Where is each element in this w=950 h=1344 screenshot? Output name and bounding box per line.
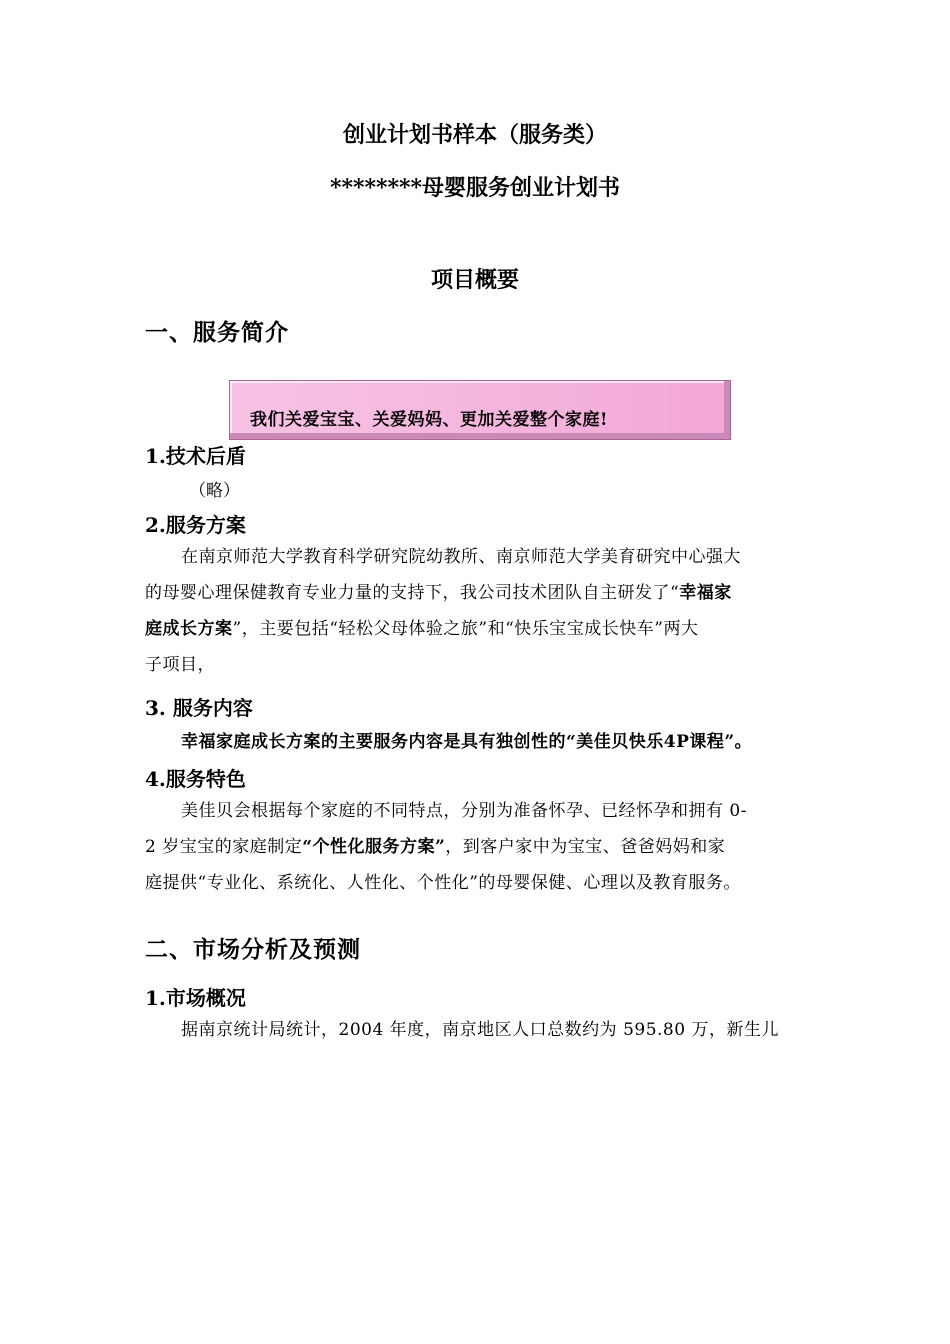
- text-run: 2 岁宝宝的家庭制定: [145, 837, 303, 857]
- document-title: 创业计划书样本（服务类）: [342, 122, 607, 148]
- subheading-service-content: 3. 服务内容: [145, 696, 253, 720]
- paragraph-line: 在南京师范大学教育科学研究院幼教所、南京师范大学美育研究中心强大: [181, 547, 741, 567]
- paragraph-line: 子项目，: [145, 655, 215, 675]
- section-heading-service-intro: 一、服务简介: [145, 319, 289, 346]
- subheading-service-plan: 2.服务方案: [145, 513, 246, 537]
- slogan-banner: [229, 380, 731, 440]
- tech-support-text: （略）: [189, 481, 240, 501]
- paragraph-line: 庭提供“专业化、系统化、人性化、个性化”的母婴保健、心理以及教育服务。: [145, 873, 741, 893]
- market-overview-paragraph: [145, 1012, 810, 1048]
- service-content-paragraph: [145, 724, 825, 760]
- subheading-service-features: 4.服务特色: [145, 767, 246, 791]
- subheading-tech-support: 1.技术后盾: [145, 444, 246, 468]
- text-run: ”，主要包括“轻松父母体验之旅”和“快乐宝宝成长快车”两大: [232, 619, 699, 639]
- text-run-bold: 幸福家: [679, 583, 732, 603]
- paragraph-line: [145, 575, 810, 611]
- service-plan-paragraph: [145, 539, 810, 683]
- paragraph-line: [145, 829, 810, 865]
- section-heading-market-analysis: 二、市场分析及预测: [145, 936, 361, 963]
- subheading-market-overview: 1.市场概况: [145, 986, 246, 1010]
- overview-heading: 项目概要: [430, 267, 519, 293]
- text-run-bold: 庭成长方案: [145, 619, 233, 639]
- paragraph-line: 美佳贝会根据每个家庭的不同特点，分别为准备怀孕、已经怀孕和拥有 0-: [181, 801, 747, 821]
- text-run-bold: “个性化服务方案”: [302, 837, 446, 857]
- text-run: 的母婴心理保健教育专业力量的支持下，我公司技术团队自主研发了“: [145, 583, 680, 603]
- text-run: ，到客户家中为宝宝、爸爸妈妈和家: [445, 837, 726, 857]
- paragraph-line: [145, 611, 810, 647]
- slogan-text: 我们关爱宝宝、关爱妈妈、更加关爱整个家庭!: [250, 410, 608, 430]
- paragraph-line: 据南京统计局统计，2004 年度，南京地区人口总数约为 595.80 万，新生儿: [181, 1020, 779, 1040]
- service-features-paragraph: [145, 793, 810, 901]
- document-subtitle: ********母婴服务创业计划书: [329, 175, 621, 201]
- paragraph-line: 幸福家庭成长方案的主要服务内容是具有独创性的“美佳贝快乐4P课程”。: [181, 732, 753, 752]
